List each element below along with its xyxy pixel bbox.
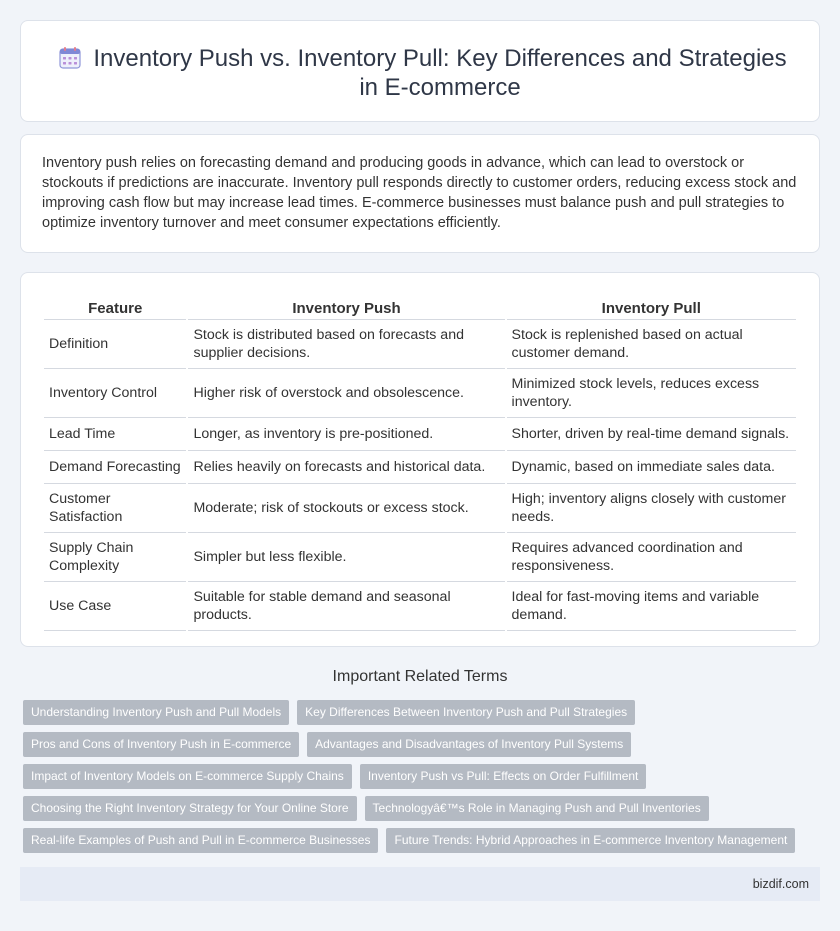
related-term-tag[interactable]: Impact of Inventory Models on E-commerce Supply Chains xyxy=(23,764,352,789)
related-terms-list xyxy=(23,700,813,860)
summary-text: Inventory push relies on forecasting demand and producing goods in advance, which can lead to overstock or stockouts if predictions are inaccurate. Inventory pull responds directly to customer orders, reducing excess stock and improving cash flow but may increase lead times. E-commerce businesses must balance push and pull strategies to optimize inventory turnover and meet consumer expectations efficiently. xyxy=(42,155,797,231)
row-push: Stock is distributed based on forecasts and supplier decisions. xyxy=(188,320,504,369)
related-term-tag[interactable]: Choosing the Right Inventory Strategy for Your Online Store xyxy=(23,796,357,821)
row-feature: Lead Time xyxy=(44,418,186,451)
related-term-tag[interactable]: Real-life Examples of Push and Pull in E-commerce Businesses xyxy=(23,828,378,853)
row-push: Moderate; risk of stockouts or excess stock. xyxy=(188,484,504,533)
related-term-tag[interactable]: Future Trends: Hybrid Approaches in E-commerce Inventory Management xyxy=(386,828,795,853)
row-pull: High; inventory aligns closely with customer needs. xyxy=(507,484,796,533)
row-feature: Definition xyxy=(44,320,186,369)
header-pull: Inventory Pull xyxy=(507,294,796,320)
row-pull: Stock is replenished based on actual customer demand. xyxy=(507,320,796,369)
footer-site-link[interactable]: bizdif.com xyxy=(752,877,809,891)
related-term-tag[interactable]: Inventory Push vs Pull: Effects on Order Fulfillment xyxy=(360,764,647,789)
table-row xyxy=(44,418,796,451)
row-feature: Demand Forecasting xyxy=(44,451,186,484)
related-term-tag[interactable]: Technologyâ€™s Role in Managing Push and Pull Inventories xyxy=(365,796,709,821)
table-row xyxy=(44,582,796,631)
related-terms-title: Important Related Terms xyxy=(332,668,508,685)
table-row xyxy=(44,484,796,533)
table-row xyxy=(44,533,796,582)
comparison-card xyxy=(20,272,820,647)
title-card xyxy=(20,20,820,122)
row-push: Simpler but less flexible. xyxy=(188,533,504,582)
row-pull: Requires advanced coordination and responsiveness. xyxy=(507,533,796,582)
row-pull: Dynamic, based on immediate sales data. xyxy=(507,451,796,484)
table-header-row xyxy=(44,294,796,320)
header-feature: Feature xyxy=(44,294,186,320)
table-row xyxy=(44,320,796,369)
row-pull: Ideal for fast-moving items and variable demand. xyxy=(507,582,796,631)
table-row xyxy=(44,369,796,418)
page-title: Inventory Push vs. Inventory Pull: Key Differences and Strategies in E-commerce xyxy=(93,45,787,101)
row-feature: Customer Satisfaction xyxy=(44,484,186,533)
row-feature: Inventory Control xyxy=(44,369,186,418)
row-feature: Supply Chain Complexity xyxy=(44,533,186,582)
row-push: Suitable for stable demand and seasonal products. xyxy=(188,582,504,631)
table-row xyxy=(44,451,796,484)
row-feature: Use Case xyxy=(44,582,186,631)
related-term-tag[interactable]: Advantages and Disadvantages of Inventory Pull Systems xyxy=(307,732,631,757)
row-pull: Shorter, driven by real-time demand signals. xyxy=(507,418,796,451)
related-term-tag[interactable]: Understanding Inventory Push and Pull Models xyxy=(23,700,289,725)
related-term-tag[interactable]: Pros and Cons of Inventory Push in E-commerce xyxy=(23,732,299,757)
header-push: Inventory Push xyxy=(188,294,504,320)
related-term-tag[interactable]: Key Differences Between Inventory Push and Pull Strategies xyxy=(297,700,635,725)
comparison-table xyxy=(42,294,798,631)
row-push: Relies heavily on forecasts and historical data. xyxy=(188,451,504,484)
summary-card xyxy=(20,134,820,253)
footer xyxy=(20,867,820,901)
row-push: Higher risk of overstock and obsolescence. xyxy=(188,369,504,418)
row-push: Longer, as inventory is pre-positioned. xyxy=(188,418,504,451)
row-pull: Minimized stock levels, reduces excess inventory. xyxy=(507,369,796,418)
